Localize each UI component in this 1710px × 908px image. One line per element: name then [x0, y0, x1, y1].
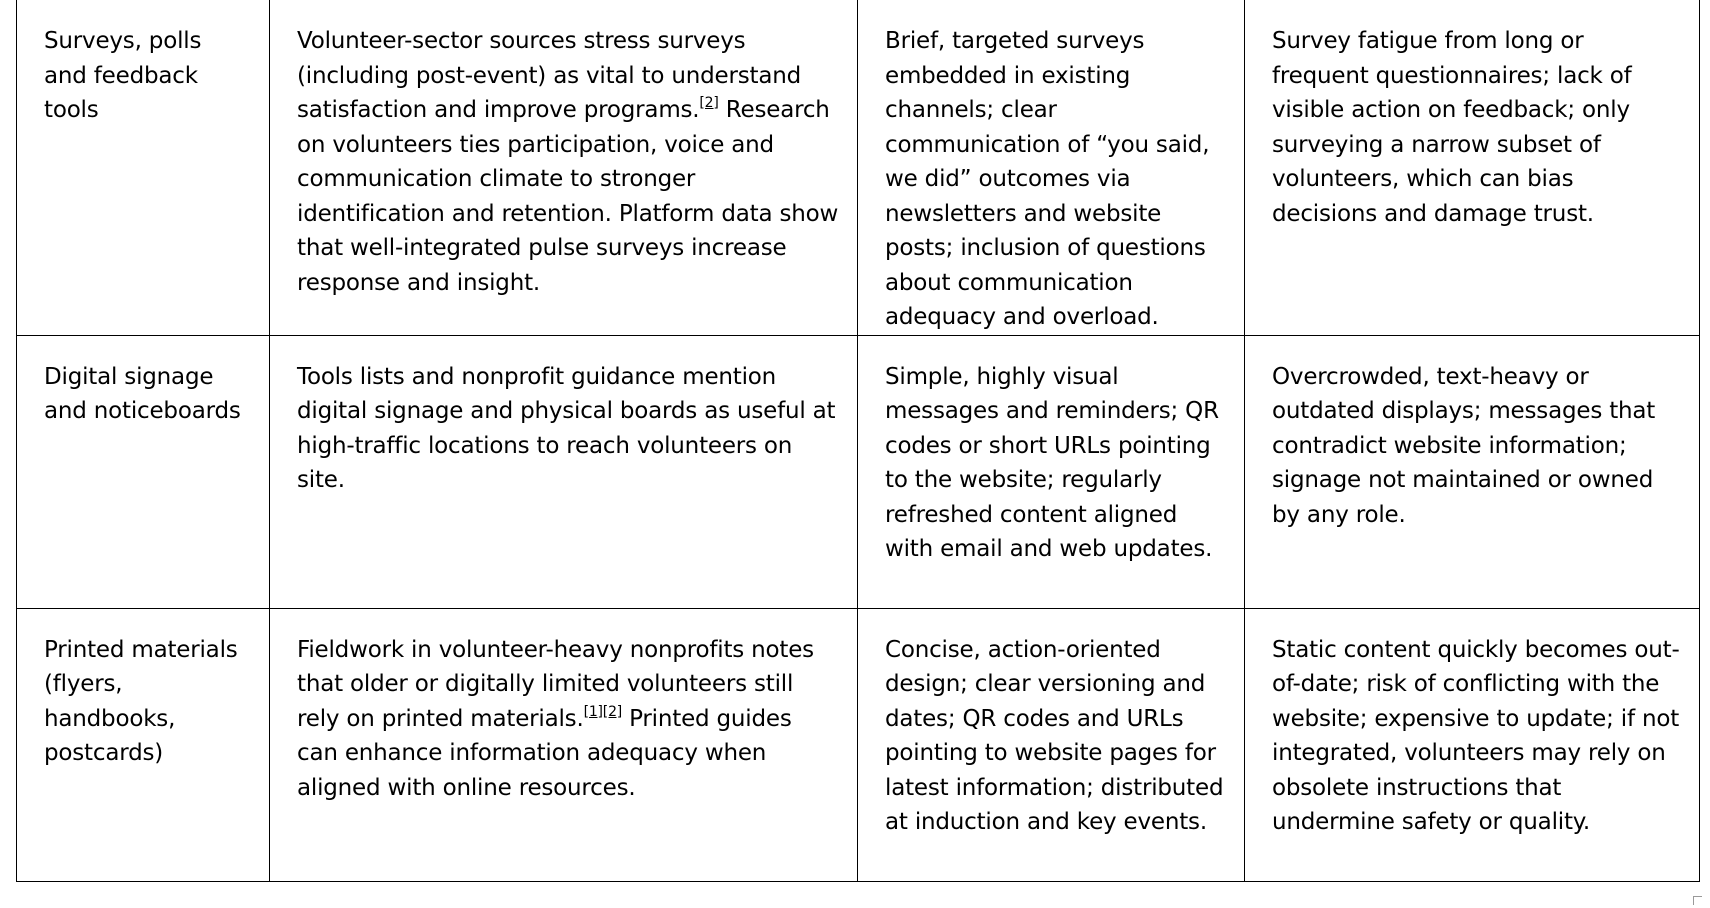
risks-text: Static content quickly becomes out-of-date; risk of conflicting with the website; expensive to update; if not integrated, volunteers may rely on obsolete instructions that undermine safety or quality. — [1272, 636, 1680, 835]
evidence-text: Fieldwork in volunteer-heavy nonprofits notes that older or digitally limited volunteers still rely on printed materials. — [297, 636, 814, 732]
risks-text: Survey fatigue from long or frequent questionnaires; lack of visible action on feedback; only surveying a narrow subset of volunteers, which can bias decisions and damage trust. — [1272, 28, 1632, 227]
practices-text: Simple, highly visual messages and reminders; QR codes or short URLs pointing to the website; regularly refreshed content aligned with email and web updates. — [885, 363, 1219, 562]
channel-text: Digital signage and noticeboards — [44, 363, 241, 424]
evidence-text-continued: Research on volunteers ties participation, voice and communication climate to stronger identification and retention. Platform data show that well-integrated pulse surveys increase response and insight. — [297, 97, 839, 296]
channel-cell — [17, 0, 270, 335]
table-row — [17, 608, 1700, 881]
practices-cell — [858, 608, 1245, 881]
evidence-text-continued: Printed guides can enhance information adequacy when aligned with online resources. — [297, 705, 792, 801]
evidence-text: Tools lists and nonprofit guidance mention digital signage and physical boards as useful at high-traffic locations to reach volunteers on site. — [297, 363, 836, 493]
evidence-cell — [270, 335, 858, 608]
channel-text: Printed materials (flyers, handbooks, postcards) — [44, 636, 238, 766]
channel-cell — [17, 335, 270, 608]
table-row — [17, 0, 1700, 335]
table-row — [17, 335, 1700, 608]
evidence-cell — [270, 608, 858, 881]
risks-cell — [1245, 0, 1700, 335]
footnote-reference[interactable]: [1][2] — [583, 703, 623, 720]
risks-cell — [1245, 335, 1700, 608]
channel-cell — [17, 608, 270, 881]
evidence-cell — [270, 0, 858, 335]
evidence-text: Volunteer-sector sources stress surveys (including post-event) as vital to understand satisfaction and improve programs. — [297, 28, 802, 123]
practices-text: Brief, targeted surveys embedded in existing channels; clear communication of “you said, we did” outcomes via newsletters and website posts; inclusion of questions about communication adequacy and overload. — [885, 28, 1210, 330]
footnote-reference[interactable]: [2] — [699, 95, 719, 111]
practices-cell — [858, 0, 1245, 335]
risks-cell — [1245, 608, 1700, 881]
risks-text: Overcrowded, text-heavy or outdated displays; messages that contradict website information; signage not maintained or owned by any role. — [1272, 363, 1656, 528]
communication-channels-table — [16, 0, 1700, 882]
channel-text: Surveys, polls and feedback tools — [44, 28, 202, 123]
table-resize-handle[interactable] — [1693, 896, 1702, 905]
practices-cell — [858, 335, 1245, 608]
practices-text: Concise, action-oriented design; clear versioning and dates; QR codes and URLs pointing to website pages for latest information; distributed at induction and key events. — [885, 636, 1224, 835]
